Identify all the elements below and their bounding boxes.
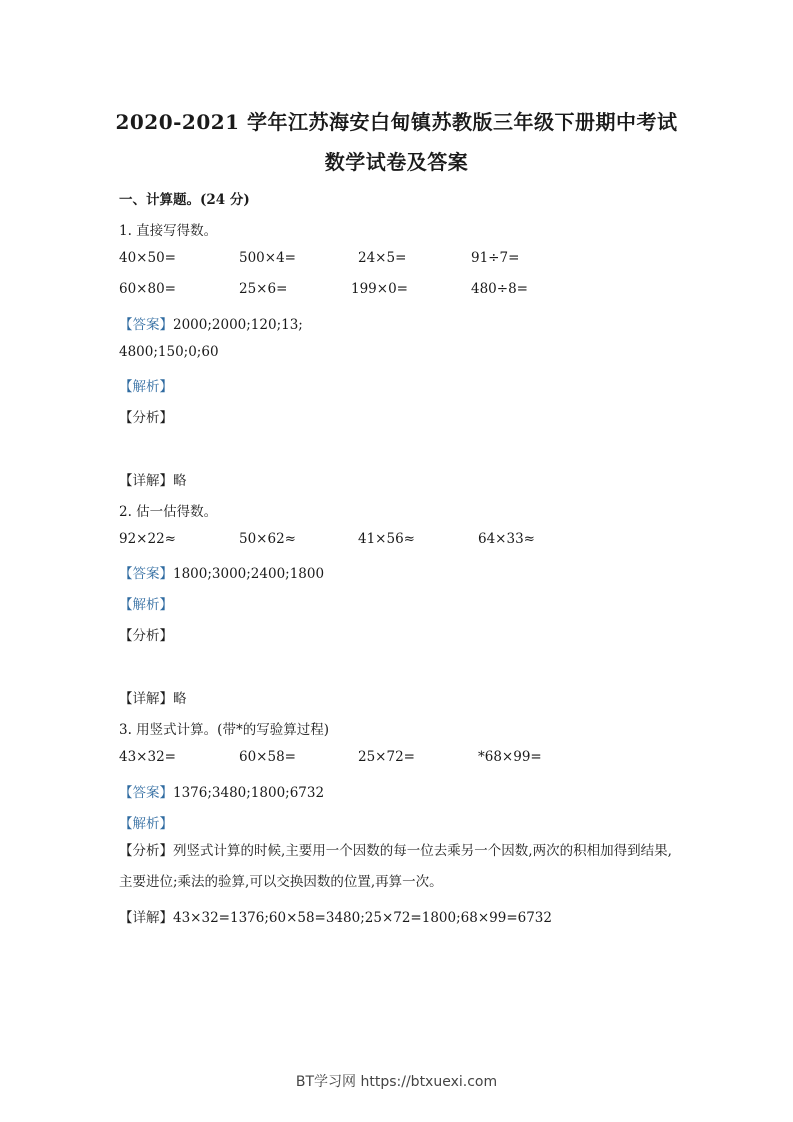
q1-prompt: 1. 直接写得数。 bbox=[119, 223, 218, 239]
q3-analysis-tag: 【解析】 bbox=[119, 816, 173, 832]
detail-text: 43×32=1376;60×58=3480;25×72=1800;68×99=6732 bbox=[173, 910, 552, 926]
q1-problem: 199×0= bbox=[351, 281, 408, 297]
q1-answer bbox=[119, 313, 303, 333]
detail-tag: 【详解】 bbox=[119, 473, 173, 489]
fenxi-text: 列竖式计算的时候,主要用一个因数的每一位去乘另一个因数,两次的积相加得到结果,主要进位;乘法的验算,可以交换因数的位置,再算一次。 bbox=[119, 843, 672, 890]
q1-detail bbox=[119, 469, 187, 489]
q3-answer bbox=[119, 781, 324, 801]
q1-answer-cont: 4800;150;0;60 bbox=[119, 344, 219, 360]
detail-text: 略 bbox=[173, 691, 187, 707]
q2-problem: 41×56≈ bbox=[358, 531, 415, 547]
q1-fenxi-tag: 【分析】 bbox=[119, 410, 173, 426]
q1-problem: 480÷8= bbox=[471, 281, 528, 297]
q1-problem: 91÷7= bbox=[471, 250, 520, 266]
q2-answer bbox=[119, 562, 324, 582]
answer-tag: 【答案】 bbox=[119, 566, 173, 582]
section-heading: 一、计算题。(24 分) bbox=[119, 192, 250, 208]
title-line-2: 数学试卷及答案 bbox=[324, 150, 469, 174]
q2-problem: 92×22≈ bbox=[119, 531, 176, 547]
q3-prompt: 3. 用竖式计算。(带*的写验算过程) bbox=[119, 722, 329, 738]
q2-problem: 64×33≈ bbox=[478, 531, 535, 547]
detail-tag: 【详解】 bbox=[119, 910, 173, 926]
q1-problem: 500×4= bbox=[239, 250, 296, 266]
q2-prompt: 2. 估一估得数。 bbox=[119, 504, 218, 520]
q1-problem: 40×50= bbox=[119, 250, 176, 266]
answer-text: 1800;3000;2400;1800 bbox=[173, 566, 325, 582]
q3-problem: 25×72= bbox=[358, 749, 415, 765]
q3-fenxi bbox=[119, 836, 684, 898]
q1-problem: 25×6= bbox=[239, 281, 288, 297]
detail-text: 略 bbox=[173, 473, 187, 489]
fenxi-tag: 【分析】 bbox=[119, 843, 173, 859]
q3-problem: 60×58= bbox=[239, 749, 296, 765]
footer-watermark: BT学习网 https://btxuexi.com bbox=[295, 1074, 498, 1090]
q1-problem: 60×80= bbox=[119, 281, 176, 297]
detail-tag: 【详解】 bbox=[119, 691, 173, 707]
q2-problem: 50×62≈ bbox=[239, 531, 296, 547]
answer-tag: 【答案】 bbox=[119, 317, 173, 333]
title-line-1: 2020-2021 学年江苏海安白甸镇苏教版三年级下册期中考试 bbox=[115, 110, 678, 134]
q3-detail bbox=[119, 906, 552, 926]
q2-analysis-tag: 【解析】 bbox=[119, 597, 173, 613]
answer-text: 2000;2000;120;13; bbox=[173, 317, 303, 333]
q1-problem: 24×5= bbox=[358, 250, 407, 266]
q3-problem: *68×99= bbox=[478, 749, 542, 765]
answer-tag: 【答案】 bbox=[119, 785, 173, 801]
q1-analysis-tag: 【解析】 bbox=[119, 379, 173, 395]
answer-text: 1376;3480;1800;6732 bbox=[173, 785, 325, 801]
q3-problem: 43×32= bbox=[119, 749, 176, 765]
q2-detail bbox=[119, 687, 187, 707]
q2-fenxi-tag: 【分析】 bbox=[119, 628, 173, 644]
